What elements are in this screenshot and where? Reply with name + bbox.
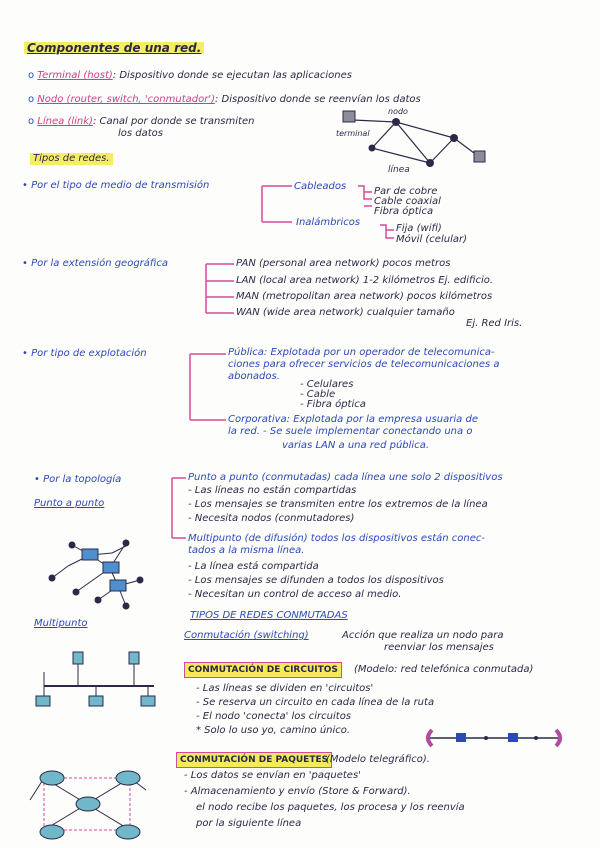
criterion-topology-label: Por la topología xyxy=(43,474,122,485)
terminal-icon xyxy=(343,111,355,122)
term-terminal: Terminal (host) xyxy=(37,70,113,81)
node-icon xyxy=(369,145,376,152)
wireless-type-2: Móvil (celular) xyxy=(396,234,467,245)
wireless-type-1: Fija (wifi) xyxy=(396,223,442,234)
multi-item-1: - La línea está compartida xyxy=(188,561,319,572)
ptp-item-2: - Los mensajes se transmiten entre los extremos de la línea xyxy=(188,499,488,510)
diagram-label-node: nodo xyxy=(388,107,408,116)
packet-switching-note: (Modelo telegráfico). xyxy=(326,754,430,765)
term-line: Línea (link) xyxy=(37,116,93,127)
public-item-1: - Celulares xyxy=(300,379,354,390)
public-item-2: - Cable xyxy=(300,389,336,400)
circuit-switching-note: (Modelo: red telefónica conmutada) xyxy=(354,664,534,675)
multi-item-3: - Necesitan un control de acceso al medio. xyxy=(188,589,402,600)
packet-item-2: - Almacenamiento y envío (Store & Forward). xyxy=(184,786,411,797)
extension-example: Ej. Red Iris. xyxy=(466,318,523,329)
node-icon xyxy=(392,118,400,126)
component-line: o Línea (link): Canal por donde se transmiten xyxy=(28,116,255,127)
circuit-item-2: - Se reserva un circuito en cada línea de la ruta xyxy=(196,697,435,708)
point-to-point-diagram xyxy=(49,540,143,609)
circuit-path-diagram xyxy=(428,730,560,746)
public-line-1: Pública: Explotada por un operador de telecomunica- xyxy=(228,347,495,358)
circuit-switching-label: CONMUTACIÓN DE CIRCUITOS xyxy=(184,662,342,678)
criterion-medium: • Por el tipo de medio de transmisión xyxy=(22,180,210,191)
packet-network-diagram xyxy=(30,771,146,839)
multipoint-diagram xyxy=(36,652,155,706)
term-node: Nodo (router, switch, 'conmutador') xyxy=(37,94,215,105)
wired-label: Cableados xyxy=(294,181,347,192)
packet-item-3: el nodo recibe los paquetes, los procesa y los reenvía xyxy=(196,802,465,813)
extension-man: MAN (metropolitan area network) pocos kilómetros xyxy=(236,291,493,302)
corporate-line-3: varias LAN a una red pública. xyxy=(282,440,429,451)
cable-type-2: Cable coaxial xyxy=(374,196,441,207)
desc-line: : Canal por donde se transmiten xyxy=(92,116,255,127)
cable-type-1: Par de cobre xyxy=(374,186,438,197)
section-title-components: Componentes de una red. xyxy=(24,42,204,54)
switched-types-title: TIPOS DE REDES CONMUTADAS xyxy=(190,610,348,621)
terminal-icon xyxy=(73,652,83,664)
circuit-item-1: - Las líneas se dividen en 'circuitos' xyxy=(196,683,374,694)
switching-desc-2: reenviar los mensajes xyxy=(384,642,494,653)
criterion-extension: • Por la extensión geográfica xyxy=(22,258,168,269)
section-title-types: Tipos de redes. xyxy=(30,153,113,165)
switching-desc-1: Acción que realiza un nodo para xyxy=(342,630,504,641)
desc-line-cont: los datos xyxy=(118,128,164,139)
public-item-3: - Fibra óptica xyxy=(300,399,366,410)
packet-switching-label: CONMUTACIÓN DE PAQUETES xyxy=(176,752,332,768)
terminal-icon xyxy=(129,652,139,664)
ptp-item-3: - Necesita nodos (conmutadores) xyxy=(188,513,355,524)
terminal-icon xyxy=(36,696,50,706)
circuit-item-4: * Solo lo uso yo, camino único. xyxy=(196,725,351,736)
circuit-item-3: - El nodo 'conecta' los circuitos xyxy=(196,711,352,722)
switching-term: Conmutación (switching) xyxy=(184,630,309,641)
multi-desc-1: Multipunto (de difusión) todos los dispositivos están conec- xyxy=(188,533,486,544)
component-node: o Nodo (router, switch, 'conmutador'): Dispositivo donde se reenvían los datos xyxy=(28,94,421,105)
extension-wan: WAN (wide area network) cualquier tamaño xyxy=(236,307,455,318)
multi-desc-2: tados a la misma línea. xyxy=(188,545,305,556)
public-line-2: ciones para ofrecer servicios de telecomunicaciones a xyxy=(228,359,500,370)
criterion-extension-label: Por la extensión geográfica xyxy=(31,258,168,269)
node-icon xyxy=(426,159,434,167)
terminal-icon xyxy=(141,696,155,706)
corporate-line-2: la red. - Se suele implementar conectando una o xyxy=(228,426,473,437)
component-terminal: o Terminal (host): Dispositivo donde se ejecutan las aplicaciones xyxy=(28,70,352,81)
multi-item-2: - Los mensajes se difunden a todos los dispositivos xyxy=(188,575,444,586)
extension-lan: LAN (local area network) 1-2 kilómetros Ej. edificio. xyxy=(236,275,494,286)
multipoint-diagram-title: Multipunto xyxy=(34,618,88,629)
criterion-medium-label: Por el tipo de medio de transmisión xyxy=(31,180,210,191)
ptp-diagram-title: Punto a punto xyxy=(34,498,105,509)
criterion-topology: • Por la topología xyxy=(34,474,122,485)
criterion-exploitation-label: Por tipo de explotación xyxy=(31,348,147,359)
terminal-icon xyxy=(474,151,485,162)
extension-pan: PAN (personal area network) pocos metros xyxy=(236,258,451,269)
corporate-line-1: Corporativa: Explotada por la empresa usuaria de xyxy=(228,414,478,425)
terminal-icon xyxy=(89,696,103,706)
desc-terminal: : Dispositivo donde se ejecutan las aplicaciones xyxy=(112,70,352,81)
ptp-item-1: - Las líneas no están compartidas xyxy=(188,485,357,496)
desc-node: : Dispositivo donde se reenvían los datos xyxy=(214,94,421,105)
diagram-label-line: línea xyxy=(388,165,410,175)
criterion-exploitation: • Por tipo de explotación xyxy=(22,348,147,359)
cable-type-3: Fibra óptica xyxy=(374,206,434,217)
public-line-3: abonados. xyxy=(228,371,280,382)
diagram-label-terminal: terminal xyxy=(336,129,370,138)
ptp-description: Punto a punto (conmutadas) cada línea une solo 2 dispositivos xyxy=(188,472,503,483)
wireless-label: Inalámbricos xyxy=(296,217,361,228)
node-icon xyxy=(450,134,458,142)
packet-item-1: - Los datos se envían en 'paquetes' xyxy=(184,770,361,781)
packet-item-4: por la siguiente línea xyxy=(196,818,302,829)
